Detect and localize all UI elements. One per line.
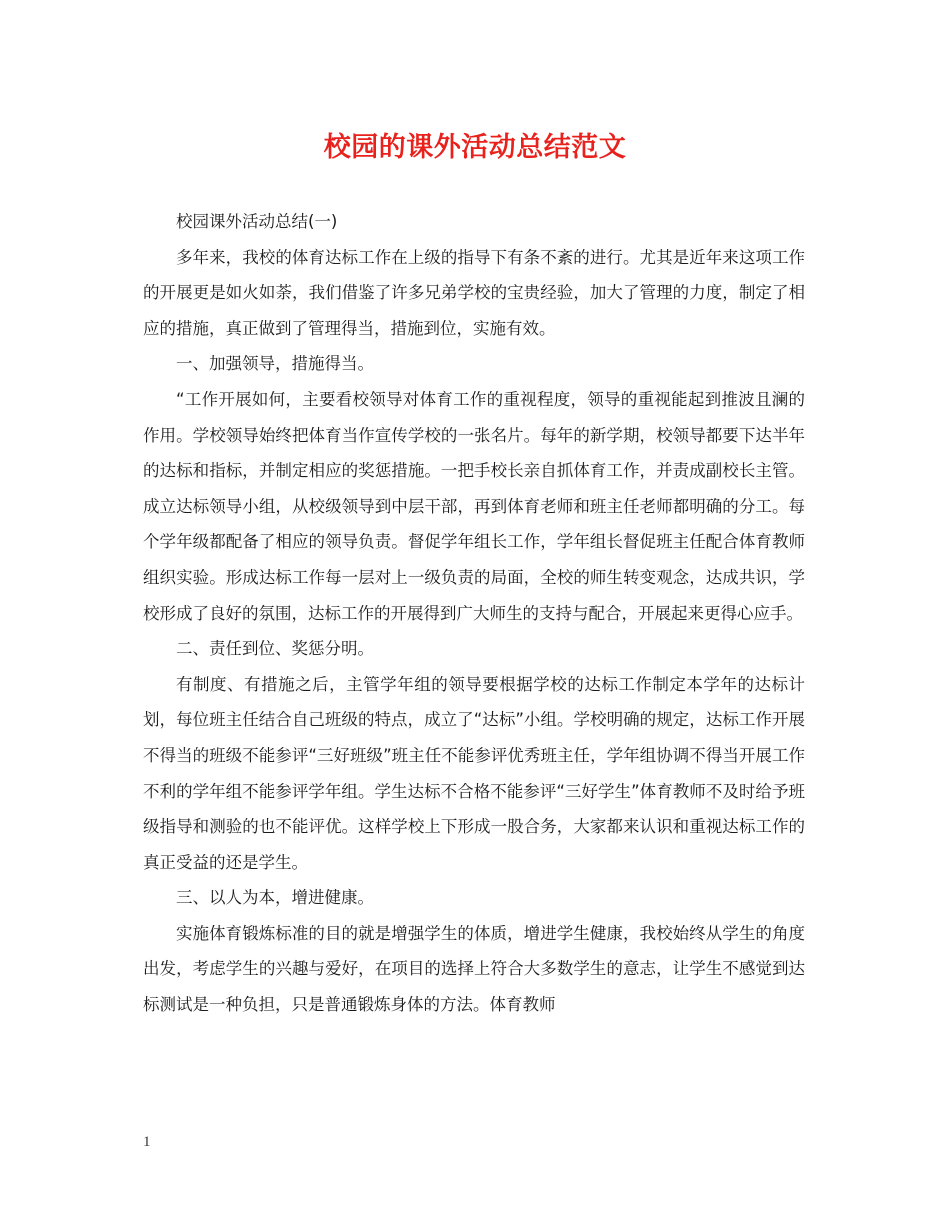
paragraph-heading-one: 一、加强领导，措施得当。 <box>176 354 374 374</box>
document-title: 校园的课外活动总结范文 <box>323 132 627 163</box>
paragraph-health: 实施体育锻炼标准的目的就是增强学生的体质，增进学生健康，我校始终从学生的角度出发，考虑学生的兴趣与爱好，在项目的选择上符合大多数学生的意志，让学生不感觉到达标测试是一种负担，只是普通锻炼身体的方法。体育教师 <box>143 923 805 1015</box>
paragraph-intro: 多年来，我校的体育达标工作在上级的指导下有条不紊的进行。尤其是近年来这项工作的开展更是如火如荼，我们借鉴了许多兄弟学校的宝贵经验，加大了管理的力度，制定了相应的措施，真正做到了管理得当，措施到位，实施有效。 <box>143 247 805 338</box>
paragraph-leadership: “工作开展如何，主要看校领导对体育工作的重视程度，领导的重视能起到推波且澜的作用。学校领导始终把体育当作宣传学校的一张名片。每年的新学期，校领导都要下达半年的达标和指标，并制定相应的奖惩措施。一把手校长亲自抓体育工作，并责成副校长主管。成立达标领导小组，从校级领导到中层干部，再到体育老师和班主任老师都明确的分工。每个学年级都配备了相应的领导负责。督促学年组长工作，学年组长督促班主任配合体育教师组织实验。形成达标工作每一层对上一级负责的局面，全校的师生转变观念，达成共识，学校形成了良好的氛围，达标工作的开展得到广大师生的支持与配合，开展起来更得心应手。 <box>143 389 805 623</box>
document-body <box>143 204 805 1023</box>
paragraph-section-heading: 校园课外活动总结(一) <box>176 212 338 231</box>
paragraph-heading-two: 二、责任到位、奖惩分明。 <box>176 639 374 659</box>
paragraph-responsibility: 有制度、有措施之后，主管学年组的领导要根据学校的达标工作制定本学年的达标计划，每位班主任结合自己班级的特点，成立了“达标”小组。学校明确的规定，达标工作开展不得当的班级不能参评“三好班级”班主任不能参评优秀班主任，学年组协调不得当开展工作不利的学年组不能参评学年组。学生达标不合格不能参评“三好学生”体育教师不及时给予班级指导和测验的也不能评优。这样学校上下形成一股合务，大家都来认识和重视达标工作的真正受益的还是学生。 <box>143 674 805 872</box>
paragraph-heading-three: 三、以人为本，增进健康。 <box>176 888 374 908</box>
page-number: 1 <box>143 1134 151 1150</box>
